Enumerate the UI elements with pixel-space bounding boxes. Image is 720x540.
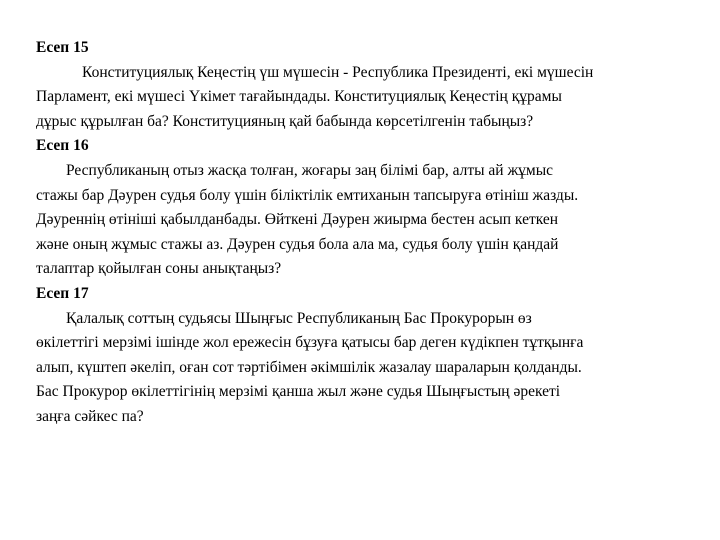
problem-17-line-1: Қалалық соттың судьясы Шыңғыс Республиканың Бас Прокурорын өз <box>66 309 532 327</box>
problem-16-heading: Есеп 16 <box>36 137 89 155</box>
problem-15-heading: Есеп 15 <box>36 39 89 56</box>
problem-17-line-3: алып, күштеп әкеліп, оған сот тәртібімен әкімшілік жазалау шараларын қолданды. <box>36 358 582 376</box>
problem-17-text <box>36 307 686 430</box>
problem-16-line-5: талаптар қойылған соны анықтаңыз? <box>36 260 282 278</box>
problem-16-line-2: стажы бар Дәурен судья болу үшін біліктілік емтиханын тапсыруға өтініш жазды. <box>36 186 579 204</box>
problem-16-text <box>36 159 686 282</box>
problem-16-line-4: және оның жұмыс стажы аз. Дәурен судья бола ала ма, судья болу үшін қандай <box>36 235 559 253</box>
problem-17-line-4: Бас Прокурор өкілеттігінің мерзімі қанша жыл және судья Шыңғыстың әрекеті <box>36 383 561 401</box>
problem-16-line-1: Республиканың отыз жасқа толған, жоғары заң білімі бар, алты ай жұмыс <box>66 161 554 179</box>
problem-17-heading: Есеп 17 <box>36 284 89 302</box>
document-body <box>36 36 686 430</box>
problem-16-line-3: Дәуреннің өтініші қабылданбады. Өйткені Дәурен жиырма бестен асып кеткен <box>36 211 559 229</box>
problem-15-text <box>36 61 686 135</box>
problem-17-line-2: өкілеттігі мерзімі ішінде жол ережесін бұзуға қатысы бар деген күдікпен тұтқынға <box>36 334 584 352</box>
problem-15-line-2: Парламент, екі мүшесі Үкімет тағайындады. Конституциялық Кеңестің құрамы <box>36 88 562 106</box>
problem-15-line-1: Конституциялық Кеңестің үш мүшесін - Республика Президенті, екі мүшесін <box>82 63 594 81</box>
problem-15-line-3: дұрыс құрылған ба? Конституцияның қай бабында көрсетілгенін табыңыз? <box>36 112 534 130</box>
problem-17-line-5: заңға сәйкес па? <box>36 407 144 425</box>
